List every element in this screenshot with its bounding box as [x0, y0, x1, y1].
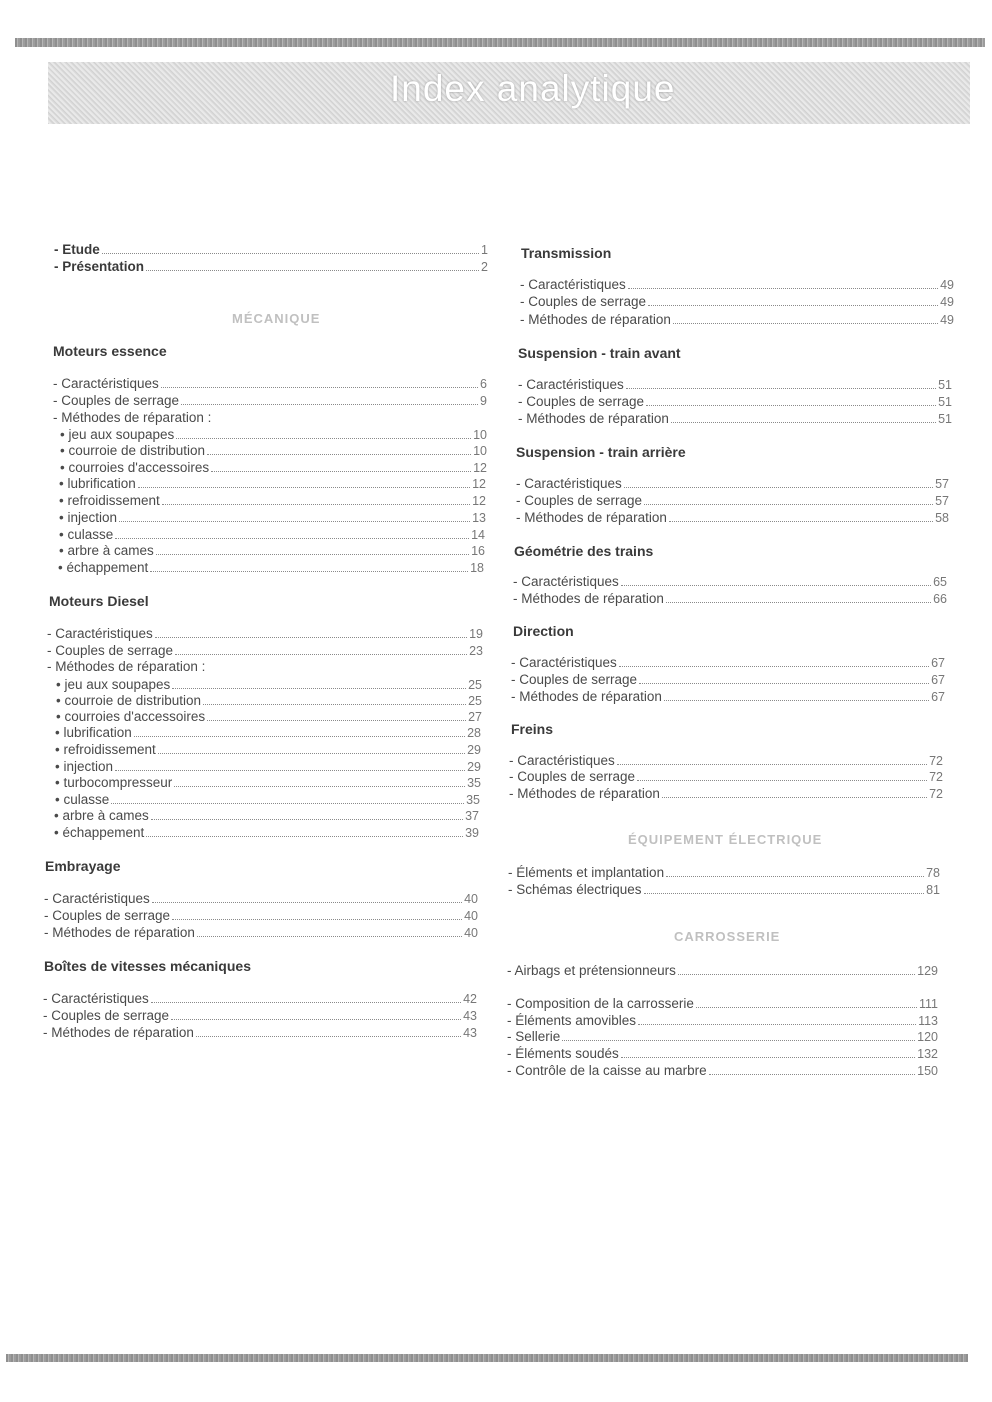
- toc-entry[interactable]: [511, 672, 945, 688]
- entry-label: - Méthodes de réparation: [516, 510, 667, 525]
- entry-page: 113: [918, 1014, 938, 1028]
- entry-label: - Méthodes de réparation: [509, 786, 660, 801]
- dot-leader: [669, 521, 933, 522]
- dot-leader: [156, 554, 469, 555]
- entry-page: 72: [929, 787, 943, 801]
- entry-page: 39: [465, 826, 479, 840]
- dot-leader: [172, 919, 462, 920]
- dot-leader: [709, 1074, 916, 1075]
- entry-label: • refroidissement: [59, 493, 160, 508]
- toc-entry[interactable]: [43, 1025, 477, 1041]
- entry-page: 111: [918, 997, 938, 1011]
- dot-leader: [172, 688, 466, 689]
- entry-page: 49: [940, 295, 954, 309]
- toc-entry[interactable]: [59, 476, 486, 492]
- entry-label: - Caractéristiques: [516, 476, 622, 491]
- entry-page: 42: [463, 992, 477, 1006]
- entry-label: - Caractéristiques: [520, 277, 626, 292]
- entry-label: - Caractéristiques: [53, 376, 159, 391]
- dot-leader: [673, 323, 938, 324]
- dot-leader: [155, 637, 467, 638]
- dot-leader: [158, 753, 465, 754]
- entry-page: 49: [940, 278, 954, 292]
- dot-leader: [626, 388, 936, 389]
- entry-label: - Éléments amovibles: [507, 1013, 637, 1028]
- page-title: Index analytique: [390, 68, 676, 109]
- entry-page: 37: [465, 809, 479, 823]
- entry-page: 10: [473, 428, 487, 442]
- entry-label: • arbre à cames: [54, 808, 149, 823]
- entry-page: 40: [464, 926, 478, 940]
- dot-leader: [196, 1036, 461, 1037]
- entry-label: • jeu aux soupapes: [56, 677, 171, 692]
- entry-page: 23: [469, 644, 483, 658]
- entry-page: 65: [933, 575, 947, 589]
- entry-page: 57: [935, 477, 949, 491]
- dot-leader: [624, 487, 933, 488]
- entry-page: 81: [926, 883, 940, 897]
- dot-leader: [162, 504, 470, 505]
- entry-label: - Caractéristiques: [47, 626, 153, 641]
- entry-label: • lubrification: [59, 476, 136, 491]
- entry-page: 132: [917, 1047, 938, 1061]
- toc-entry[interactable]: [507, 1046, 938, 1062]
- entry-label: • courroies d'accessoires: [56, 709, 206, 724]
- toc-entry[interactable]: [516, 510, 949, 526]
- dot-leader: [648, 305, 938, 306]
- section-heading-carrosserie: CARROSSERIE: [674, 929, 781, 944]
- section-heading-mecanique: MÉCANIQUE: [232, 311, 321, 326]
- entry-label: - Couples de serrage: [53, 393, 180, 408]
- entry-label: • lubrification: [55, 725, 132, 740]
- toc-entry[interactable]: [59, 543, 485, 559]
- dot-leader: [151, 819, 463, 820]
- toc-entry[interactable]: [53, 393, 487, 409]
- dot-leader: [115, 538, 469, 539]
- toc-entry[interactable]: [507, 1029, 938, 1045]
- dot-leader: [146, 836, 463, 837]
- toc-entry[interactable]: [58, 560, 484, 576]
- entry-page: 150: [917, 1064, 938, 1078]
- heading-embrayage: Embrayage: [45, 858, 121, 874]
- entry-label: - Airbags et prétensionneurs: [507, 963, 676, 978]
- entry-page: 40: [464, 909, 478, 923]
- dot-leader: [207, 454, 471, 455]
- dot-leader: [174, 786, 465, 787]
- toc-entry[interactable]: [56, 693, 482, 709]
- entry-page: 120: [917, 1030, 938, 1044]
- toc-entry[interactable]: [47, 626, 483, 642]
- dot-leader: [637, 780, 927, 781]
- entry-label: - Caractéristiques: [43, 991, 149, 1006]
- entry-page: 67: [931, 656, 945, 670]
- toc-entry[interactable]: [520, 312, 954, 328]
- section-heading-equipement: ÉQUIPEMENT ÉLECTRIQUE: [628, 832, 823, 847]
- entry-label: - Caractéristiques: [513, 574, 619, 589]
- entry-page: 35: [467, 776, 481, 790]
- entry-label: - Couples de serrage: [520, 294, 647, 309]
- heading-moteurs-diesel: Moteurs Diesel: [49, 593, 149, 609]
- toc-entry[interactable]: [507, 963, 938, 979]
- entry-page: 12: [472, 477, 486, 491]
- toc-entry[interactable]: [518, 411, 952, 427]
- toc-entry[interactable]: [47, 643, 483, 659]
- entry-label: - Caractéristiques: [509, 753, 615, 768]
- entry-label: • échappement: [54, 825, 145, 840]
- dot-leader: [146, 270, 479, 271]
- entry-label: - Etude: [54, 242, 100, 257]
- entry-page: 72: [929, 754, 943, 768]
- dot-leader: [639, 683, 929, 684]
- toc-entry[interactable]: [56, 709, 482, 725]
- toc-entry: [53, 410, 211, 426]
- entry-page: 1: [481, 243, 488, 257]
- entry-page: 35: [466, 793, 480, 807]
- dot-leader: [662, 797, 927, 798]
- entry-page: 25: [468, 678, 482, 692]
- entry-page: 72: [929, 770, 943, 784]
- dot-leader: [628, 288, 938, 289]
- entry-page: 66: [933, 592, 947, 606]
- entry-label: - Méthodes de réparation: [518, 411, 669, 426]
- dot-leader: [621, 585, 931, 586]
- entry-label: - Sellerie: [507, 1029, 561, 1044]
- toc-entry[interactable]: [55, 742, 481, 758]
- dot-leader: [150, 571, 468, 572]
- dot-leader: [197, 936, 462, 937]
- toc-entry[interactable]: [509, 786, 943, 802]
- entry-label: • arbre à cames: [59, 543, 154, 558]
- entry-label: • courroie de distribution: [56, 693, 202, 708]
- heading-direction: Direction: [513, 623, 574, 639]
- entry-label: - Méthodes de réparation: [43, 1025, 194, 1040]
- dot-leader: [175, 654, 467, 655]
- toc-entry[interactable]: [44, 925, 478, 941]
- heading-freins: Freins: [511, 721, 554, 737]
- dot-leader: [134, 736, 465, 737]
- entry-label: • culasse: [59, 527, 114, 542]
- entry-page: 49: [940, 313, 954, 327]
- toc-entry[interactable]: [516, 493, 949, 509]
- entry-page: 40: [464, 892, 478, 906]
- heading-transmission: Transmission: [521, 245, 612, 261]
- dot-leader: [562, 1040, 915, 1041]
- entry-label: - Éléments et implantation: [508, 865, 665, 880]
- toc-entry[interactable]: [55, 759, 481, 775]
- entry-label: - Caractéristiques: [511, 655, 617, 670]
- toc-entry[interactable]: [507, 1013, 938, 1029]
- toc-entry[interactable]: [516, 476, 949, 492]
- entry-page: 16: [471, 544, 485, 558]
- entry-page: 10: [473, 444, 487, 458]
- entry-page: 28: [467, 726, 481, 740]
- toc-entry[interactable]: [520, 294, 954, 310]
- toc-entry[interactable]: [59, 527, 485, 543]
- entry-label: - Contrôle de la caisse au marbre: [507, 1063, 707, 1078]
- dot-leader: [207, 720, 466, 721]
- entry-label: - Méthodes de réparation :: [53, 410, 212, 425]
- toc-entry[interactable]: [59, 510, 486, 526]
- dot-leader: [644, 893, 925, 894]
- entry-label: • injection: [55, 759, 114, 774]
- entry-page: 29: [467, 743, 481, 757]
- toc-entry[interactable]: [56, 677, 482, 693]
- toc-entry[interactable]: [43, 991, 477, 1007]
- entry-label: • courroie de distribution: [60, 443, 206, 458]
- entry-page: 9: [480, 394, 487, 408]
- entry-label: • jeu aux soupapes: [60, 427, 175, 442]
- entry-page: 51: [938, 412, 952, 426]
- dot-leader: [203, 704, 466, 705]
- toc-entry[interactable]: [60, 460, 487, 476]
- dot-leader: [181, 404, 478, 405]
- entry-page: 51: [938, 395, 952, 409]
- dot-leader: [152, 902, 462, 903]
- toc-entry[interactable]: [518, 394, 952, 410]
- bottom-rule: [6, 1354, 968, 1362]
- toc-entry[interactable]: [513, 574, 947, 590]
- entry-page: 29: [467, 760, 481, 774]
- dot-leader: [664, 700, 929, 701]
- toc-entry[interactable]: [509, 753, 943, 769]
- dot-leader: [171, 1019, 461, 1020]
- entry-label: - Couples de serrage: [509, 769, 636, 784]
- entry-label: • échappement: [58, 560, 149, 575]
- heading-geometrie-trains: Géométrie des trains: [514, 543, 654, 559]
- heading-moteurs-essence: Moteurs essence: [53, 343, 167, 359]
- toc-entry[interactable]: [509, 769, 943, 785]
- entry-label: • injection: [59, 510, 118, 525]
- entry-page: 2: [481, 260, 488, 274]
- entry-label: - Couples de serrage: [511, 672, 638, 687]
- dot-leader: [161, 387, 478, 388]
- entry-label: • culasse: [55, 792, 110, 807]
- heading-suspension-arriere: Suspension - train arrière: [516, 444, 686, 460]
- toc-entry[interactable]: [44, 891, 478, 907]
- toc-entry[interactable]: [60, 443, 487, 459]
- entry-page: 12: [472, 494, 486, 508]
- toc-entry[interactable]: [43, 1008, 477, 1024]
- dot-leader: [638, 1024, 916, 1025]
- dot-leader: [151, 1002, 461, 1003]
- entry-page: 12: [473, 461, 487, 475]
- dot-leader: [119, 521, 470, 522]
- toc-entry[interactable]: [55, 792, 480, 808]
- entry-page: 43: [463, 1026, 477, 1040]
- toc-entry[interactable]: [507, 1063, 938, 1079]
- entry-label: - Méthodes de réparation: [520, 312, 671, 327]
- entry-label: - Caractéristiques: [518, 377, 624, 392]
- toc-entry[interactable]: [54, 825, 479, 841]
- dot-leader: [102, 253, 479, 254]
- entry-page: 67: [931, 690, 945, 704]
- entry-page: 13: [472, 511, 486, 525]
- dot-leader: [115, 770, 465, 771]
- toc-entry[interactable]: [518, 377, 952, 393]
- dot-leader: [696, 1007, 917, 1008]
- toc-entry[interactable]: [54, 242, 488, 258]
- toc-entry[interactable]: [53, 376, 487, 392]
- dot-leader: [666, 602, 931, 603]
- entry-label: • courroies d'accessoires: [60, 460, 210, 475]
- entry-label: - Présentation: [54, 259, 145, 274]
- entry-page: 25: [468, 694, 482, 708]
- entry-page: 57: [935, 494, 949, 508]
- entry-label: - Couples de serrage: [43, 1008, 170, 1023]
- entry-label: - Méthodes de réparation: [511, 689, 662, 704]
- toc-entry[interactable]: [511, 689, 945, 705]
- entry-label: - Composition de la carrosserie: [507, 996, 694, 1011]
- dot-leader: [666, 876, 924, 877]
- entry-page: 18: [470, 561, 484, 575]
- toc-entry[interactable]: [508, 882, 940, 898]
- toc-entry[interactable]: [513, 591, 947, 607]
- toc-entry[interactable]: [511, 655, 945, 671]
- toc-entry[interactable]: [54, 259, 488, 275]
- heading-suspension-avant: Suspension - train avant: [518, 345, 681, 361]
- entry-page: 58: [935, 511, 949, 525]
- dot-leader: [138, 487, 470, 488]
- heading-boites-vitesses: Boîtes de vitesses mécaniques: [44, 958, 251, 974]
- dot-leader: [111, 803, 464, 804]
- entry-label: - Couples de serrage: [47, 643, 174, 658]
- entry-label: - Caractéristiques: [44, 891, 150, 906]
- toc-entry[interactable]: [55, 775, 481, 791]
- toc-entry[interactable]: [44, 908, 478, 924]
- top-rule: [15, 38, 985, 47]
- entry-page: 43: [463, 1009, 477, 1023]
- toc-entry[interactable]: [520, 277, 954, 293]
- dot-leader: [644, 504, 933, 505]
- entry-label: - Couples de serrage: [44, 908, 171, 923]
- dot-leader: [671, 422, 936, 423]
- toc-entry[interactable]: [59, 493, 486, 509]
- dot-leader: [211, 471, 471, 472]
- toc-entry[interactable]: [55, 725, 481, 741]
- entry-page: 27: [468, 710, 482, 724]
- entry-page: 19: [469, 627, 483, 641]
- toc-entry[interactable]: [508, 865, 940, 881]
- toc-entry[interactable]: [60, 427, 487, 443]
- entry-label: - Méthodes de réparation :: [47, 659, 206, 674]
- entry-page: 129: [917, 964, 938, 978]
- entry-page: 14: [471, 528, 485, 542]
- entry-page: 67: [931, 673, 945, 687]
- entry-page: 6: [480, 377, 487, 391]
- entry-label: - Couples de serrage: [516, 493, 643, 508]
- entry-label: - Éléments soudés: [507, 1046, 619, 1061]
- dot-leader: [621, 1057, 915, 1058]
- entry-label: - Méthodes de réparation: [44, 925, 195, 940]
- dot-leader: [176, 438, 471, 439]
- entry-label: - Couples de serrage: [518, 394, 645, 409]
- entry-page: 78: [926, 866, 940, 880]
- entry-label: • refroidissement: [55, 742, 156, 757]
- dot-leader: [617, 764, 927, 765]
- toc-entry[interactable]: [54, 808, 479, 824]
- entry-label: • turbocompresseur: [55, 775, 173, 790]
- toc-entry[interactable]: [507, 996, 938, 1012]
- dot-leader: [619, 666, 929, 667]
- dot-leader: [646, 405, 936, 406]
- entry-label: - Méthodes de réparation: [513, 591, 664, 606]
- dot-leader: [678, 974, 915, 975]
- toc-entry: [47, 659, 205, 675]
- entry-page: 51: [938, 378, 952, 392]
- entry-label: - Schémas électriques: [508, 882, 642, 897]
